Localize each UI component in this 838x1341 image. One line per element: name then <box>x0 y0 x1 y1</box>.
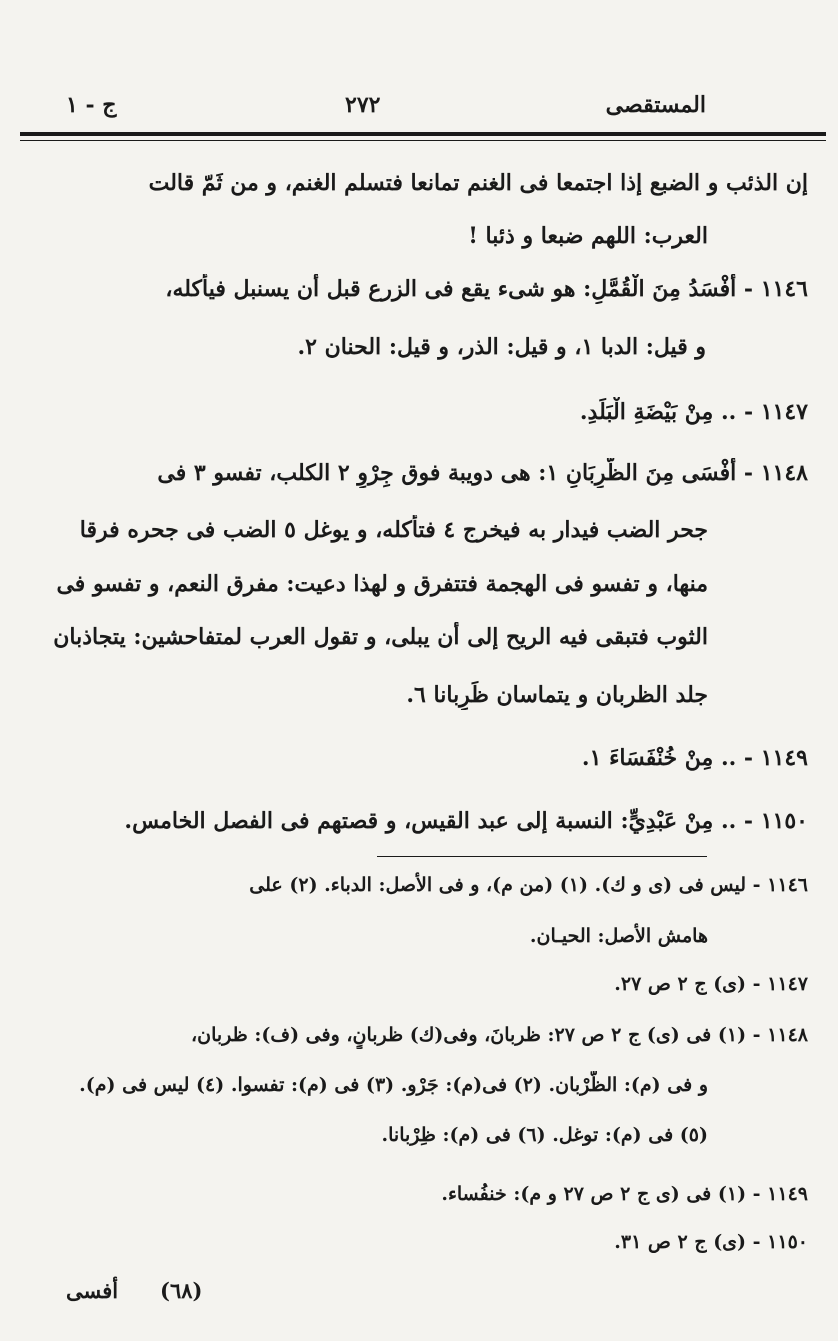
footnote-line: ١١٤٩ - (١) فى (ى ج ٢ ص ٢٧ و م): خنفُساء. <box>441 1183 808 1205</box>
entry-1149: ١١٤٩ - .. مِنْ خُنْفَسَاءَ ١. <box>581 745 808 771</box>
body-line: و قيل: الدبا ١، و قيل: الذر، و قيل: الحنان ٢. <box>297 334 706 360</box>
footnote-line: ١١٤٧ - (ى) ج ٢ ص ٢٧. <box>614 973 808 995</box>
header-rule-thin <box>20 140 826 141</box>
running-title: المستقصى <box>605 92 706 118</box>
footnote-line: و فى (م): الظَّرْبان. (٢) فى(م): جَرْو. (٣) فى (م): تفسوا. (٤) ليس فى (م). <box>79 1074 708 1096</box>
entry-1150: ١١٥٠ - .. مِنْ عَبْدِيٍّ: النسبة إلى عبد القيس، و قصتهم فى الفصل الخامس. <box>124 808 808 834</box>
header-rule-thick <box>20 132 826 136</box>
entry-1148: ١١٤٨ - أَفْسَى مِنَ الظَّرِبَانِ ١: هى دويبة فوق جِرْوِ ٢ الكلب، تفسو ٣ فى <box>157 460 808 486</box>
body-line: الثوب فتبقى فيه الريح إلى أن يبلى، و تقول العرب لمتفاحشين: يتجاذبان <box>53 624 708 650</box>
body-line: منها، و تفسو فى الهجمة فتتفرق و لهذا دعيت: مفرق النعم، و تفسو فى <box>56 571 708 597</box>
body-line: جحر الضب فيدار به فيخرج ٤ فتأكله، و يوغل ٥ الضب فى جحره فرقا <box>79 517 708 543</box>
entry-1146: ١١٤٦ - أَفْسَدُ مِنَ الْقُمَّلِ: هو شیء يقع فى الزرع قبل أن يسنبل فيأكله، <box>165 276 808 302</box>
sheet-number: (٦٨) <box>160 1278 203 1303</box>
footnote-line: هامش الأصل: الحيـان. <box>529 925 708 947</box>
footnote-line: ١١٤٨ - (١) فى (ى) ج ٢ ص ٢٧: ظربانَ، وفى(ك) ظربانٍ، وفى (ف): ظربان، <box>190 1024 808 1046</box>
entry-1147: ١١٤٧ - .. مِنْ بَيْضَةِ الْبَلَدِ. <box>579 399 808 425</box>
footnote-line: ١١٤٦ - ليس فى (ى و ك). (١) (من م)، و فى الأصل: الدباء. (٢) على <box>249 874 808 896</box>
body-line: العرب: اللهم ضبعا و ذئبا ! <box>468 223 708 249</box>
catchword: أفسى <box>66 1278 119 1303</box>
footnote-line: (٥) فى (م): توغل. (٦) فى (م): ظِرْبانا. <box>381 1124 708 1146</box>
body-line: جلد الظربان و يتماسان ظَرِبانا ٦. <box>406 682 708 708</box>
volume-label: ج - ١ <box>66 92 117 118</box>
page-number: ٢٧٢ <box>345 92 381 118</box>
footnote-line: ١١٥٠ - (ى) ج ٢ ص ٣١. <box>614 1231 808 1253</box>
body-line: إن الذئب و الضبع إذا اجتمعا فى الغنم تمانعا فتسلم الغنم، و من ثَمّ قالت <box>148 170 808 196</box>
footnote-rule <box>377 856 707 857</box>
